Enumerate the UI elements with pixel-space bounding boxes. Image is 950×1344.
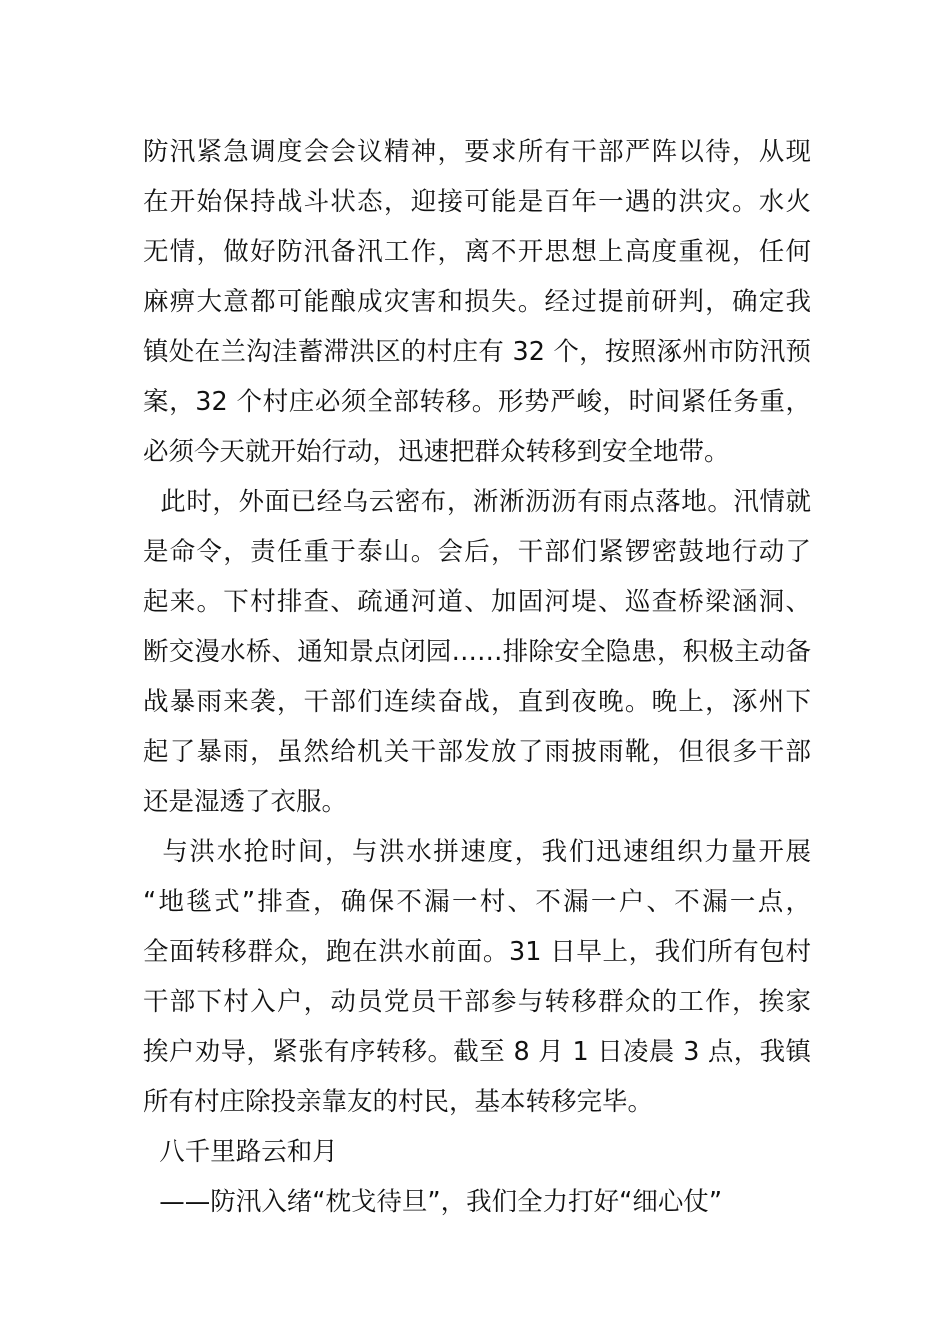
text-line: 全面转移群众，跑在洪水前面。31 日早上，我们所有包村	[143, 937, 811, 967]
text-line: “地毯式”排查，确保不漏一村、不漏一户、不漏一点，	[143, 887, 811, 917]
text-line: 麻痹大意都可能酿成灾害和损失。经过提前研判，确定我	[143, 287, 811, 317]
text-line: 干部下村入户，动员党员干部参与转移群众的工作，挨家	[143, 987, 811, 1017]
text-line: 是命令，责任重于泰山。会后，干部们紧锣密鼓地行动了	[143, 537, 811, 567]
text-line: 必须今天就开始行动，迅速把群众转移到安全地带。	[143, 437, 730, 467]
text-line: 还是湿透了衣服。	[143, 787, 348, 817]
text-line: 防汛紧急调度会会议精神，要求所有干部严阵以待，从现	[143, 137, 811, 167]
section-subheading: ——防汛入绪“枕戈待旦”，我们全力打好“细心仗”	[143, 1187, 723, 1217]
section-heading: 八千里路云和月	[143, 1137, 338, 1167]
text-line: 无情，做好防汛备汛工作，离不开思想上高度重视，任何	[143, 237, 811, 267]
text-line: 镇处在兰沟洼蓄滞洪区的村庄有 32 个，按照涿州市防汛预	[143, 337, 811, 367]
text-line: 战暴雨来袭，干部们连续奋战，直到夜晚。晚上，涿州下	[143, 687, 811, 717]
text-line: 起来。下村排查、疏通河道、加固河堤、巡查桥梁涵洞、	[143, 587, 811, 617]
text-line: 此时，外面已经乌云密布，淅淅沥沥有雨点落地。汛情就	[143, 487, 811, 517]
text-line: 断交漫水桥、通知景点闭园……排除安全隐患，积极主动备	[143, 637, 811, 667]
text-line: 挨户劝导，紧张有序转移。截至 8 月 1 日凌晨 3 点，我镇	[143, 1037, 811, 1067]
text-line: 起了暴雨，虽然给机关干部发放了雨披雨靴，但很多干部	[143, 737, 811, 767]
text-line: 与洪水抢时间，与洪水拼速度，我们迅速组织力量开展	[143, 837, 811, 867]
text-line: 在开始保持战斗状态，迎接可能是百年一遇的洪灾。水火	[143, 187, 811, 217]
text-line: 案，32 个村庄必须全部转移。形势严峻，时间紧任务重，	[143, 387, 811, 417]
text-line: 所有村庄除投亲靠友的村民，基本转移完毕。	[143, 1087, 654, 1117]
